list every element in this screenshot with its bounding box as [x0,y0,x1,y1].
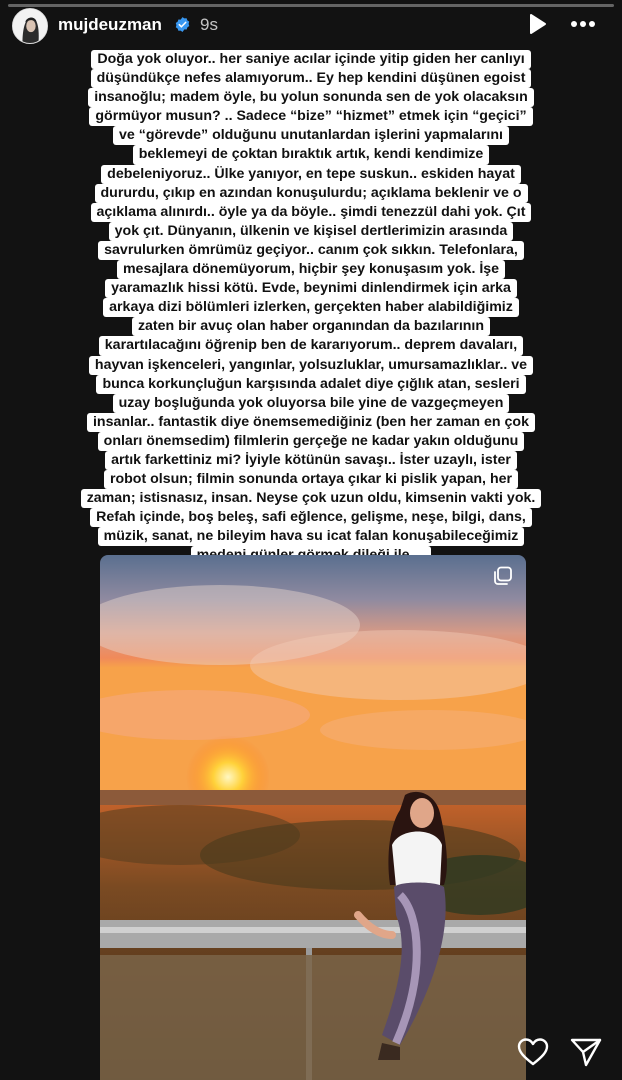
send-icon[interactable] [569,1036,603,1068]
caption-line: Refah içinde, boş beleş, safi eğlence, gelişme, neşe, bilgi, dans, [90,508,532,527]
caption-line: zaman; istisnasız, insan. Neyse çok uzun oldu, kimsenin vakti yok. [81,489,542,508]
caption-line: yok çıt. Dünyanın, ülkenin ve kişisel dertlerimizin arasında [109,222,514,241]
verified-badge-icon [174,16,191,33]
caption-line: hayvan işkenceleri, yangınlar, yolsuzluklar, umursamazlıklar.. ve [89,356,533,375]
avatar[interactable] [12,8,48,44]
caption-line: karartılacağını öğrenip ben de kararıyorum.. deprem davaları, [99,336,523,355]
heart-icon[interactable] [516,1036,550,1068]
caption-line: müzik, sanat, ne bileyim hava su icat falan konuşabileceğimiz [98,527,525,546]
play-icon[interactable] [523,10,551,38]
caption-line: mesajlara dönemüyorum, hiçbir şey konuşasım yok. İşe [117,260,505,279]
caption-line: savrulurken ömrümüz geçiyor.. canım çok sıkkın. Telefonlara, [98,241,524,260]
story-timestamp: 9s [200,15,218,34]
story-header [0,6,622,40]
caption-line: bunca korkunçluğun karşısında adalet diye çığlık atan, sesleri [96,375,525,394]
caption-line: uzay boşluğunda yok oluyorsa bile yine de vazgeçmeyen [113,394,510,413]
avatar-image [13,9,47,43]
more-horizontal-icon[interactable] [568,10,598,38]
caption-line: Doğa yok oluyor.. her saniye acılar içinde yitip giden her canlıyı [91,50,530,69]
caption-line: beklemeyi de çoktan bıraktık artık, kendi kendimize [133,145,490,164]
caption-line: dururdu, çıkıp en azından konuşulurdu; açıklama beklenir ve o [95,184,528,203]
story-photo [100,555,526,1080]
caption-line: insanoğlu; madem öyle, bu yolun sonunda sen de yok olacaksın [88,88,534,107]
caption-line: yaramazlık hissi kötü. Evde, beynimi dinlendirmek için arka [105,279,517,298]
caption-line: düşündükçe nefes alamıyorum.. Ey hep kendini düşünen egoist [91,69,532,88]
caption-line: arkaya dizi bölümleri izlerken, gerçekten haber alabildiğimiz [103,298,519,317]
caption-line: artık farkettiniz mi? İyiyle kötünün savaşı.. İster uzaylı, ister [105,451,517,470]
caption-line: insanlar.. fantastik diye önemsemediğiniz (ben her zaman en çok [87,413,535,432]
caption-line: ve “görevde” olduğunu unutanlardan işlerini yapmalarını [113,126,509,145]
caption-line: robot olsun; filmin sonunda ortaya çıkar ki pislik yapan, her [104,470,518,489]
caption-line: debeleniyoruz.. Ülke yanıyor, en tepe suskun.. eskiden hayat [101,165,521,184]
username[interactable]: mujdeuzman [58,15,162,34]
story-caption [40,50,582,566]
caption-line: zaten bir avuç olan haber organından da bazılarının [132,317,490,336]
sunset-photo [100,555,526,1080]
caption-line: görmüyor musun? .. Sadece “bize” “hizmet” etmek için “geçici” [89,107,532,126]
multiple-photos-icon [493,566,513,586]
caption-line: onları önemsedim) filmlerin gerçeğe ne kadar yakın olduğunu [98,432,525,451]
caption-line: açıklama alınırdı.. öyle ya da böyle.. şimdi tenezzül dahi yok. Çıt [91,203,532,222]
